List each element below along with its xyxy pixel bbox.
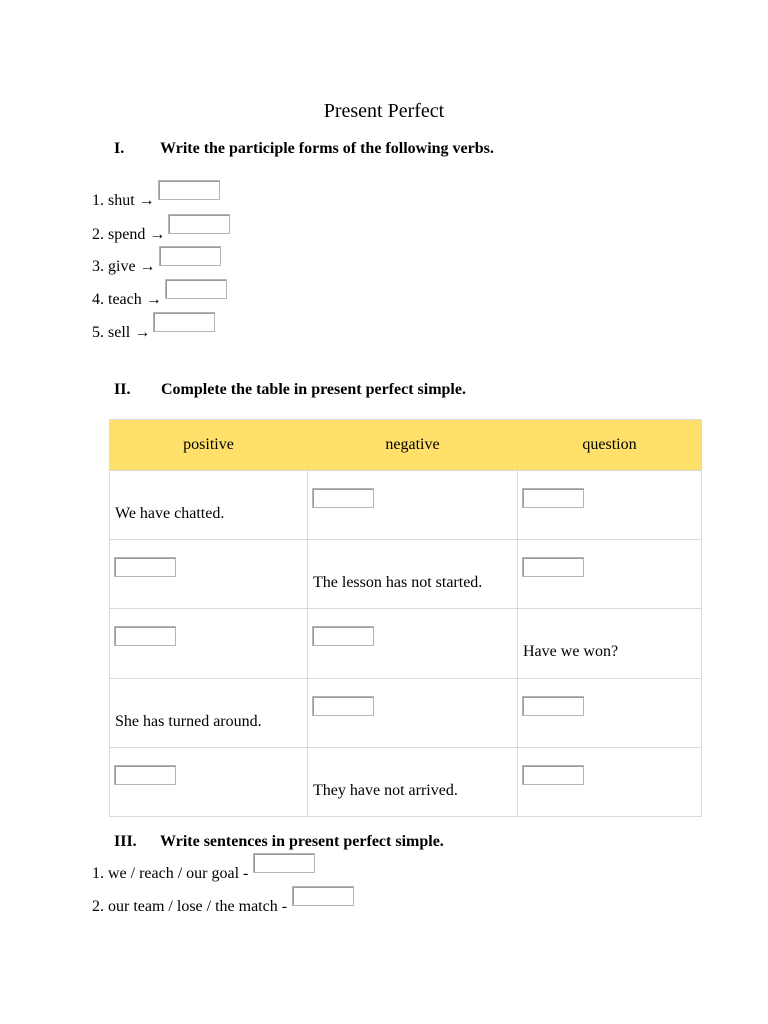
table-cell [308,678,518,747]
cell-text: She has turned around. [115,712,262,730]
item-text: we / reach / our goal - [108,865,315,883]
answer-input[interactable] [522,696,584,716]
answer-input[interactable] [158,180,220,200]
table-header-row [110,420,702,471]
cell-text: We have chatted. [115,505,225,523]
answer-input[interactable] [312,626,374,646]
answer-input[interactable] [114,765,176,785]
item-text: give → [108,258,221,276]
table-cell [110,540,308,609]
answer-input[interactable] [168,214,230,234]
item-number: 1. [92,865,104,882]
table-cell [308,471,518,540]
item-text: our team / lose / the match - [108,898,354,916]
item-number: 2. [92,898,104,915]
header-negative: negative [308,420,518,471]
table-row [110,540,702,609]
section-2-numeral: II. [114,381,131,398]
answer-input[interactable] [114,626,176,646]
item-number: 4. [92,291,104,308]
header-question: question [518,420,702,471]
table-cell [518,471,702,540]
present-perfect-table [109,419,702,817]
table-cell [518,678,702,747]
table-row [110,747,702,816]
section-1-title: Write the participle forms of the following verbs. [160,140,494,157]
table-cell [518,540,702,609]
section-1-numeral: I. [114,140,125,157]
answer-input[interactable] [292,886,354,906]
answer-input[interactable] [153,312,215,332]
page-title: Present Perfect [323,100,445,122]
item-number: 2. [92,226,104,243]
item-text: sell → [108,324,215,342]
table-cell [110,471,308,540]
section-3-title: Write sentences in present perfect simple. [160,833,444,850]
item-number: 5. [92,324,104,341]
cell-text: Have we won? [523,643,619,661]
table-cell [110,609,308,678]
item-text: shut → [108,192,220,210]
item-number: 1. [92,192,104,209]
item-text: spend → [108,226,230,244]
answer-input[interactable] [522,488,584,508]
table-cell [308,540,518,609]
item-text: teach → [108,291,227,309]
table-row [110,609,702,678]
table-cell [110,747,308,816]
table-row [110,678,702,747]
answer-input[interactable] [165,279,227,299]
table-cell [308,609,518,678]
answer-input[interactable] [312,696,374,716]
answer-input[interactable] [522,557,584,577]
item-number: 3. [92,258,104,275]
section-3-numeral: III. [114,833,137,850]
header-positive: positive [110,420,308,471]
table-cell [308,747,518,816]
section-2-title: Complete the table in present perfect simple. [161,381,466,398]
answer-input[interactable] [114,557,176,577]
cell-text: The lesson has not started. [313,574,483,592]
table-cell [518,747,702,816]
answer-input[interactable] [522,765,584,785]
table-cell [110,678,308,747]
answer-input[interactable] [312,488,374,508]
answer-input[interactable] [253,853,315,873]
table-row [110,471,702,540]
cell-text: They have not arrived. [313,781,458,799]
table-cell [518,609,702,678]
answer-input[interactable] [159,246,221,266]
